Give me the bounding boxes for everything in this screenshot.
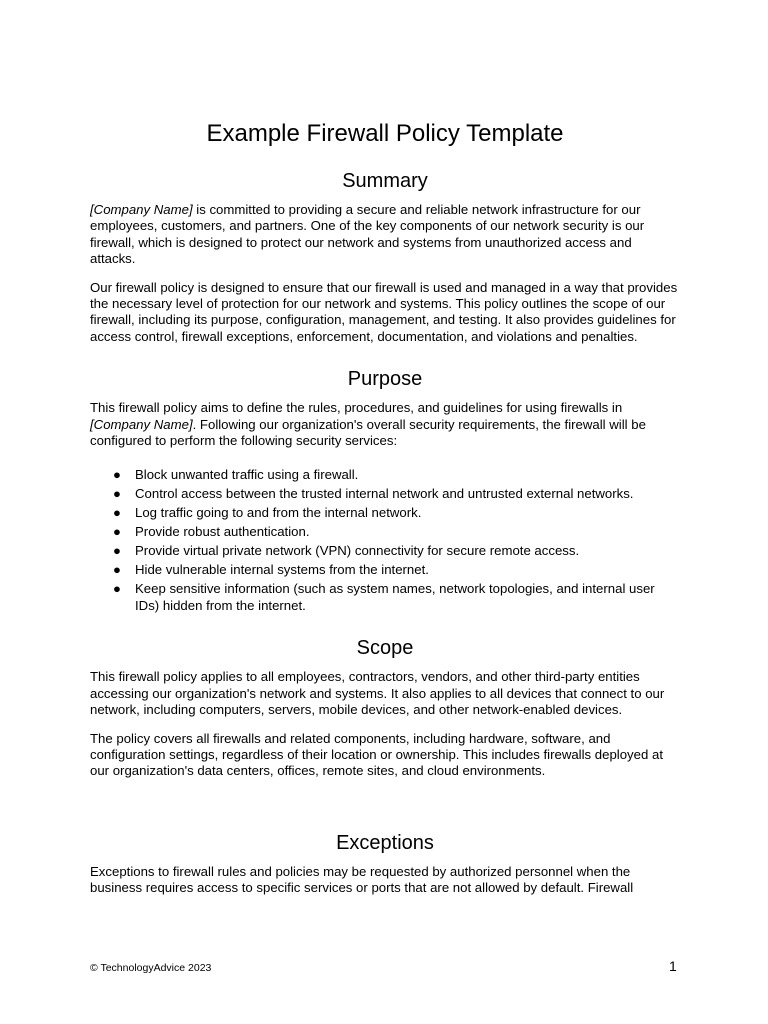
bullet-icon: ● (113, 486, 121, 502)
list-item (90, 562, 680, 578)
list-item-text: Control access between the trusted internal network and untrusted external networks. (135, 486, 634, 502)
page-number: 1 (669, 958, 677, 974)
purpose-paragraph (90, 400, 680, 449)
list-item (90, 505, 680, 521)
security-services-list (90, 467, 680, 614)
footer-copyright: © TechnologyAdvice 2023 (90, 962, 212, 974)
company-name-placeholder: [Company Name] (90, 416, 193, 432)
summary-paragraph-1-text: is committed to providing a secure and reliable network infrastructure for our employees, customers, and partners. One of the key components of our network security is our firewall, which is designed to protect our network and systems from unauthorized access and attacks. (90, 202, 645, 267)
bullet-icon: ● (113, 467, 121, 483)
list-item-text: Log traffic going to and from the internal network. (135, 505, 422, 521)
purpose-paragraph-text-start: This firewall policy aims to define the rules, procedures, and guidelines for using firewalls in (90, 400, 623, 416)
list-item-text: Hide vulnerable internal systems from the internet. (135, 562, 429, 578)
list-item-text: Keep sensitive information (such as system names, network topologies, and internal user IDs) hidden from the internet. (135, 581, 655, 613)
list-item (90, 543, 680, 559)
summary-heading: Summary (342, 170, 428, 192)
document-title: Example Firewall Policy Template (206, 120, 564, 147)
bullet-icon: ● (113, 581, 121, 597)
summary-paragraph-1 (90, 202, 680, 268)
list-item-text: Provide robust authentication. (135, 524, 310, 540)
bullet-icon: ● (113, 524, 121, 540)
exceptions-heading: Exceptions (336, 831, 434, 854)
list-item-text: Block unwanted traffic using a firewall. (135, 467, 359, 483)
summary-paragraph-2: Our firewall policy is designed to ensure that our firewall is used and managed in a way that provides the necessary level of protection for our network and systems. This policy outlines the scope of our firewall, including its purpose, configuration, management, and testing. It also provides guidelines for access control, firewall exceptions, enforcement, documentation, and violations and penalties. (90, 279, 678, 344)
scope-paragraph-1: This firewall policy applies to all employees, contractors, vendors, and other third-party entities accessing our organization's network and systems. It also applies to all devices that connect to our network, including computers, servers, mobile devices, and other network-enabled devices. (90, 669, 665, 718)
scope-heading: Scope (356, 637, 414, 660)
document-body (90, 118, 680, 909)
list-item (90, 467, 680, 483)
list-item-text: Provide virtual private network (VPN) connectivity for secure remote access. (135, 543, 580, 559)
exceptions-paragraph-1: Exceptions to firewall rules and policies may be requested by authorized personnel when the business requires access to specific services or ports that are not allowed by default. Firewall (90, 863, 634, 896)
scope-paragraph-2: The policy covers all firewalls and related components, including hardware, software, and configuration settings, regardless of their location or ownership. This includes firewalls deployed at our organization's data centers, offices, remote sites, and cloud environments. (90, 730, 663, 779)
bullet-icon: ● (113, 562, 121, 578)
list-item (90, 524, 680, 540)
list-item (90, 486, 680, 502)
company-name-placeholder: [Company Name] (90, 202, 193, 217)
bullet-icon: ● (113, 543, 121, 559)
list-item (90, 581, 680, 614)
bullet-icon: ● (113, 505, 121, 521)
purpose-paragraph-text-end: . Following our organization's overall security requirements, the firewall will be configured to perform the following security services: (90, 416, 646, 449)
purpose-heading: Purpose (347, 368, 423, 391)
